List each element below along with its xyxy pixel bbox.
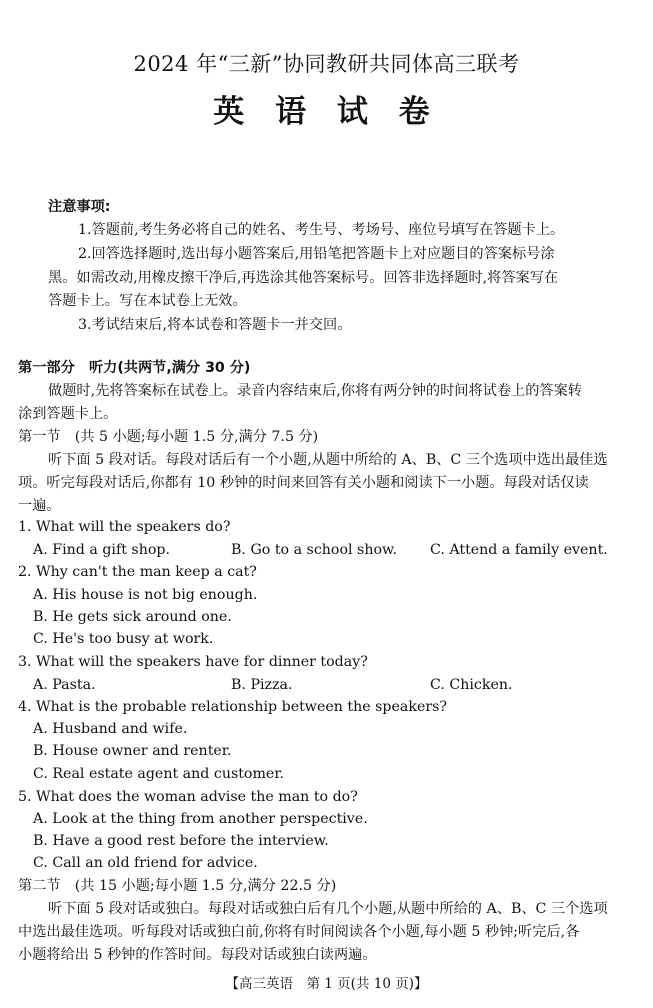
question-stem: 3. What will the speakers have for dinner today? xyxy=(18,654,368,670)
notice-line: 2.回答选择题时,选出每小题答案后,用铅笔把答题卡上对应题目的答案标号涂 xyxy=(78,246,555,262)
answer-option: A. Find a gift shop. xyxy=(33,542,170,558)
section1-heading: 第一节 (共 5 小题;每小题 1.5 分,满分 7.5 分) xyxy=(18,429,319,445)
answer-option: A. Pasta. xyxy=(33,677,96,693)
answer-option: C. Call an old friend for advice. xyxy=(33,855,258,871)
subject-title: 英 语 试 卷 xyxy=(213,94,440,130)
section1-directions-line: 一遍。 xyxy=(18,498,61,514)
page-footer: 【高三英语 第 1 页(共 10 页)】 xyxy=(225,976,428,992)
exam-title: 2024 年“三新”协同教研共同体高三联考 xyxy=(133,52,520,76)
section1-directions-line: 听下面 5 段对话。每段对话后有一个小题,从题中所给的 A、B、C 三个选项中选出最佳选 xyxy=(48,452,608,468)
section2-heading: 第二节 (共 15 小题;每小题 1.5 分,满分 22.5 分) xyxy=(18,878,337,894)
section2-directions-line: 听下面 5 段对话或独白。每段对话或独白后有几个小题,从题中所给的 A、B、C 三个选项 xyxy=(48,901,608,917)
answer-option: A. Look at the thing from another perspective. xyxy=(33,811,368,827)
notice-heading: 注意事项: xyxy=(48,199,111,215)
question-stem: 1. What will the speakers do? xyxy=(18,519,231,535)
answer-option: A. His house is not big enough. xyxy=(33,587,258,603)
notice-line: 黑。如需改动,用橡皮擦干净后,再选涂其他答案标号。回答非选择题时,将答案写在 xyxy=(48,270,559,286)
answer-option: C. He's too busy at work. xyxy=(33,631,214,647)
part1-intro-line: 做题时,先将答案标在试卷上。录音内容结束后,你将有两分钟的时间将试卷上的答案转 xyxy=(48,383,582,399)
section2-directions-line: 中选出最佳选项。听每段对话或独白前,你将有时间阅读各个小题,每小题 5 秒钟;听完后,各 xyxy=(18,924,580,940)
question-stem: 4. What is the probable relationship between the speakers? xyxy=(18,699,448,715)
section1-directions-line: 项。听完每段对话后,你都有 10 秒钟的时间来回答有关小题和阅读下一小题。每段对话仅读 xyxy=(18,475,589,491)
question-stem: 5. What does the woman advise the man to do? xyxy=(18,789,358,805)
part1-intro-line: 涂到答题卡上。 xyxy=(18,406,118,422)
answer-option: C. Chicken. xyxy=(430,677,513,693)
section2-directions-line: 小题将给出 5 秒钟的作答时间。每段对话或独白读两遍。 xyxy=(18,947,377,963)
notice-line: 1.答题前,考生务必将自己的姓名、考生号、考场号、座位号填写在答题卡上。 xyxy=(78,222,565,238)
answer-option: B. Go to a school show. xyxy=(231,542,397,558)
answer-option: A. Husband and wife. xyxy=(33,721,188,737)
answer-option: B. Pizza. xyxy=(231,677,293,693)
answer-option: B. House owner and renter. xyxy=(33,743,232,759)
notice-line: 3.考试结束后,将本试卷和答题卡一并交回。 xyxy=(78,317,352,333)
part1-heading: 第一部分 听力(共两节,满分 30 分) xyxy=(18,360,251,376)
notice-line: 答题卡上。写在本试卷上无效。 xyxy=(48,293,247,309)
answer-option: B. Have a good rest before the interview. xyxy=(33,833,329,849)
question-stem: 2. Why can't the man keep a cat? xyxy=(18,564,257,580)
answer-option: C. Real estate agent and customer. xyxy=(33,766,285,782)
answer-option: B. He gets sick around one. xyxy=(33,609,232,625)
answer-option: C. Attend a family event. xyxy=(430,542,608,558)
